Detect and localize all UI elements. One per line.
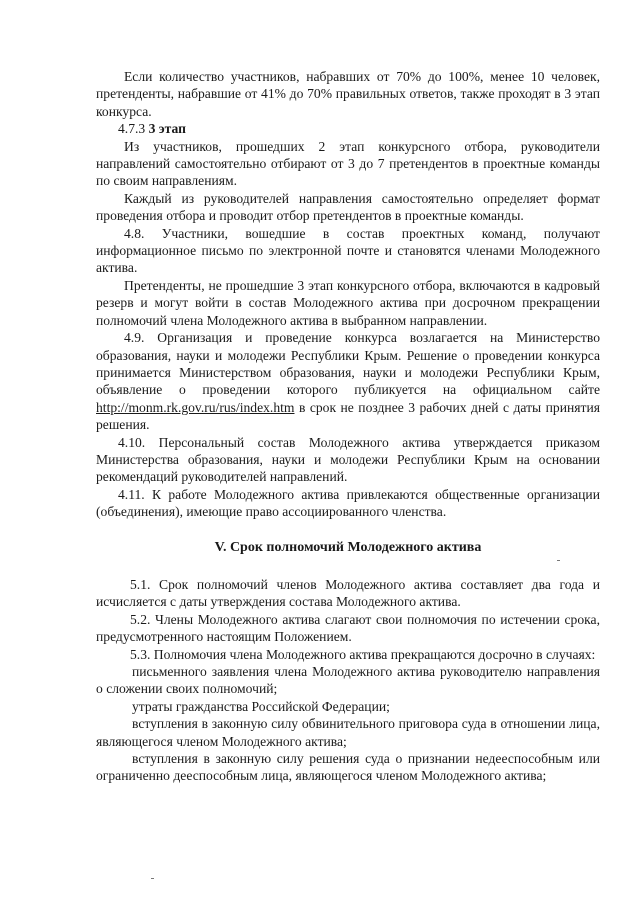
ministry-website-link[interactable]: http://monm.rk.gov.ru/rus/index.htm — [96, 399, 295, 415]
section-title: V. Срок полномочий Молодежного актива — [214, 539, 482, 555]
list-item: вступления в законную силу решения суда о признании недееспособным или ограниченно дееспособным лица, являющегося членом Молодежного актива; — [96, 751, 600, 784]
paragraph: 5.3. Полномочия члена Молодежного актива прекращаются досрочно в случаях: — [130, 646, 596, 662]
paragraph: 5.1. Срок полномочий членов Молодежного актива составляет два года и исчисляется с даты утверждения состава Молодежного актива. — [96, 576, 600, 610]
list-item: утраты гражданства Российской Федерации; — [132, 698, 390, 714]
paragraph: Каждый из руководителей направления самостоятельно определяет формат проведения отбора и проводит отбор претендентов в проектные команды. — [96, 190, 600, 224]
scan-speck — [151, 878, 154, 879]
subsection-heading — [96, 120, 600, 137]
subsection-number: 4.7.3 — [118, 121, 149, 137]
paragraph-text: 4.9. Организация и проведение конкурса возлагается на Министерство образования, науки и молодежи Республики Крым. Решение о проведении конкурса принимается Министерством образования, науки и молодежи Республики Крым, объявление о проведении которого публикуется на официальном сайте — [96, 330, 600, 398]
paragraph — [96, 329, 600, 433]
paragraph-text: в срок не позднее 3 рабочих дней с даты принятия решения. — [96, 399, 600, 433]
paragraph: 4.10. Персональный состав Молодежного актива утверждается приказом Министерства образования, науки и молодежи Республики Крым на основании рекомендаций руководителей направлений. — [96, 434, 600, 485]
document-page — [96, 68, 600, 785]
list-item: письменного заявления члена Молодежного актива руководителю направления о сложении своих полномочий; — [96, 664, 600, 697]
paragraph: 4.11. К работе Молодежного актива привлекаются общественные организации (объединения), имеющие право ассоциированного членства. — [96, 486, 600, 520]
scan-speck — [557, 560, 560, 561]
paragraph: 4.8. Участники, вошедшие в состав проектных команд, получают информационное письмо по электронной почте и становятся членами Молодежного актива. — [96, 225, 600, 276]
subsection-title: 3 этап — [148, 121, 186, 137]
list-item: вступления в законную силу обвинительного приговора суда в отношении лица, являющегося членом Молодежного актива; — [96, 716, 600, 749]
paragraph: Если количество участников, набравших от 70% до 100%, менее 10 человек, претенденты, набравшие от 41% до 70% правильных ответов, также проходят в 3 этап конкурса. — [96, 69, 600, 119]
paragraph: 5.2. Члены Молодежного актива слагают свои полномочия по истечении срока, предусмотренного настоящим Положением. — [96, 611, 600, 645]
paragraph: Из участников, прошедших 2 этап конкурсного отбора, руководители направлений самостоятельно отбирают от 3 до 7 претендентов в проектные команды по своим направлениям. — [96, 138, 600, 189]
paragraph: Претенденты, не прошедшие 3 этап конкурсного отбора, включаются в кадровый резерв и могут войти в состав Молодежного актива при досрочном прекращении полномочий члена Молодежного актива в выбранном направлении. — [96, 277, 600, 328]
